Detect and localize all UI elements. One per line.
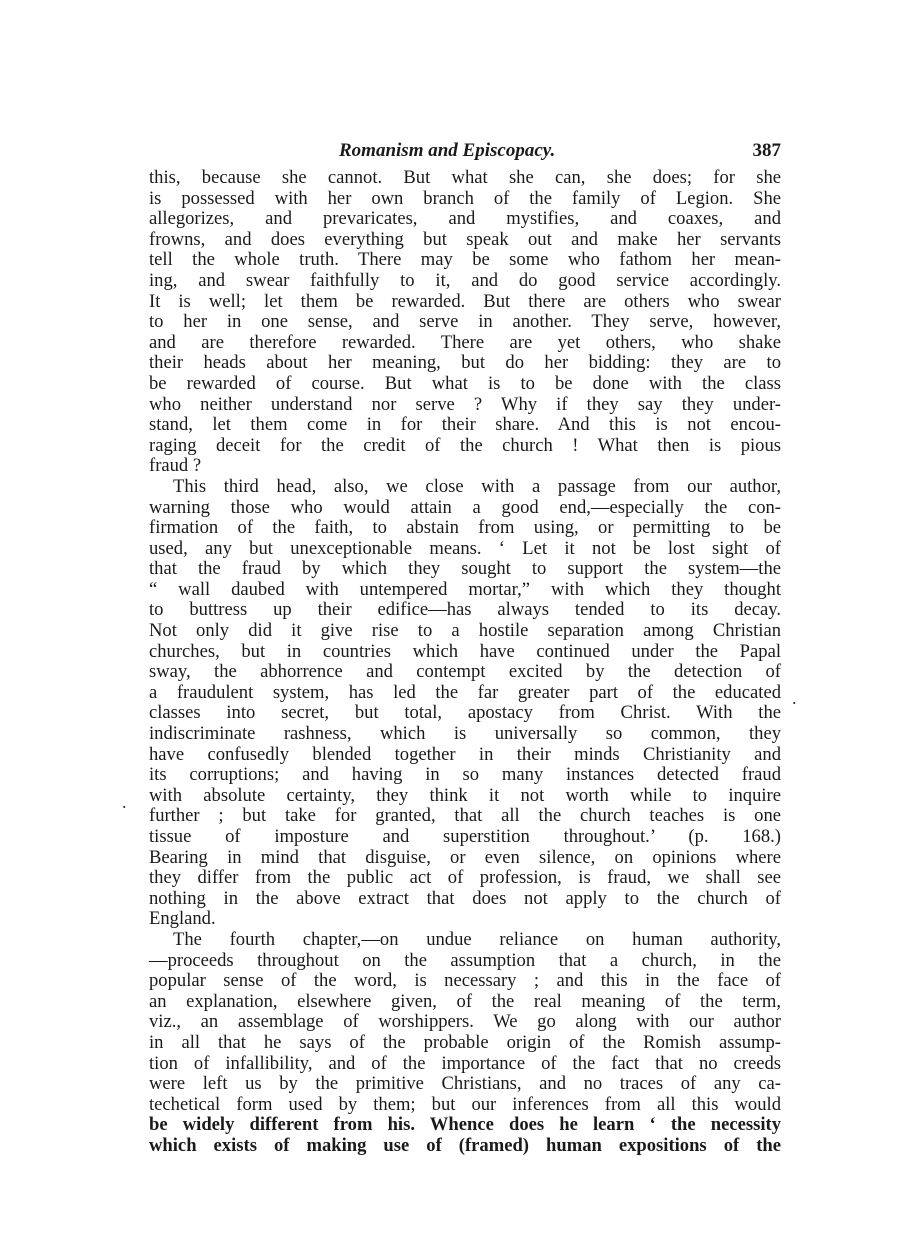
stray-mark-left: . <box>122 792 127 812</box>
text-line: to her in one sense, and serve in another. They serve, however, <box>149 311 781 333</box>
text-line: fraud ? <box>149 455 202 477</box>
text-line: be rewarded of course. But what is to be done with the class <box>149 372 781 394</box>
text-line: is possessed with her own branch of the family of Legion. She <box>149 187 781 209</box>
text-line: nothing in the above extract that does not apply to the church of <box>149 887 781 909</box>
text-line: stand, let them come in for their share. And this is not encou- <box>149 414 781 436</box>
text-line: which exists of making use of (framed) human expositions of the <box>149 1134 781 1156</box>
text-line: be widely different from his. Whence does he learn ‘ the necessity <box>149 1114 781 1136</box>
running-head <box>149 140 781 168</box>
text-line: were left us by the primitive Christians, and no traces of any ca- <box>149 1073 781 1095</box>
text-line: used, any but unexceptionable means. ‘ Let it not be lost sight of <box>149 537 781 559</box>
text-line: who neither understand nor serve ? Why if they say they under- <box>149 393 781 415</box>
text-line: sway, the abhorrence and contempt excited by the detection of <box>149 661 781 683</box>
text-line: their heads about her meaning, but do her bidding: they are to <box>149 352 781 374</box>
running-title: Romanism and Episcopacy. <box>339 140 556 161</box>
text-line: an explanation, elsewhere given, of the real meaning of the term, <box>149 990 781 1012</box>
text-line: that the fraud by which they sought to support the system—the <box>149 558 781 580</box>
text-line: further ; but take for granted, that all the church teaches is one <box>149 805 781 827</box>
text-line: a fraudulent system, has led the far greater part of the educated <box>149 681 781 703</box>
text-line: warning those who would attain a good end,—especially the con- <box>149 496 781 518</box>
text-line: tell the whole truth. There may be some who fathom her mean- <box>149 249 781 271</box>
text-line: allegorizes, and prevaricates, and mystifies, and coaxes, and <box>149 208 781 230</box>
text-line: firmation of the faith, to abstain from using, or permitting to be <box>149 517 781 539</box>
text-line: tissue of imposture and superstition throughout.’ (p. 168.) <box>149 826 781 847</box>
text-line: It is well; let them be rewarded. But there are others who swear <box>149 290 781 312</box>
paragraph-start-line: The fourth chapter,—on undue reliance on human authority, <box>173 928 781 950</box>
text-line: raging deceit for the credit of the church ! What then is pious <box>149 434 781 456</box>
page-number: 387 <box>752 140 781 161</box>
text-line: its corruptions; and having in so many instances detected fraud <box>149 764 781 786</box>
text-line: they differ from the public act of profession, is fraud, we shall see <box>149 867 781 889</box>
body-text <box>149 168 781 1157</box>
text-line: popular sense of the word, is necessary ; and this in the face of <box>149 970 781 992</box>
text-line: indiscriminate rashness, which is universally so common, they <box>149 723 781 745</box>
text-line: have confusedly blended together in their minds Christianity and <box>149 743 781 765</box>
text-line: classes into secret, but total, apostacy from Christ. With the <box>149 702 781 724</box>
text-line: “ wall daubed with untempered mortar,” with which they thought <box>149 578 781 600</box>
text-line: Not only did it give rise to a hostile separation among Christian <box>149 620 781 642</box>
text-line: ing, and swear faithfully to it, and do good service accordingly. <box>149 269 781 291</box>
stray-mark-right: . <box>792 688 797 708</box>
paragraph-start-line: This third head, also, we close with a passage from our author, <box>173 475 781 497</box>
text-line: to buttress up their edifice—has always tended to its decay. <box>149 599 781 621</box>
text-line: Bearing in mind that disguise, or even silence, on opinions where <box>149 846 781 868</box>
text-line: this, because she cannot. But what she can, she does; for she <box>149 167 781 188</box>
text-line: viz., an assemblage of worshippers. We go along with our author <box>149 1011 781 1033</box>
text-line: frowns, and does everything but speak out and make her servants <box>149 228 781 250</box>
text-line: techetical form used by them; but our inferences from all this would <box>149 1093 781 1115</box>
text-line: in all that he says of the probable origin of the Romish assump- <box>149 1031 781 1053</box>
text-line: England. <box>149 908 216 930</box>
text-line: —proceeds throughout on the assumption that a church, in the <box>149 949 781 971</box>
document-page <box>149 140 781 1157</box>
text-line: tion of infallibility, and of the importance of the fact that no creeds <box>149 1052 781 1074</box>
text-line: and are therefore rewarded. There are yet others, who shake <box>149 331 781 353</box>
text-line: churches, but in countries which have continued under the Papal <box>149 640 781 662</box>
text-line: with absolute certainty, they think it not worth while to inquire <box>149 784 781 806</box>
